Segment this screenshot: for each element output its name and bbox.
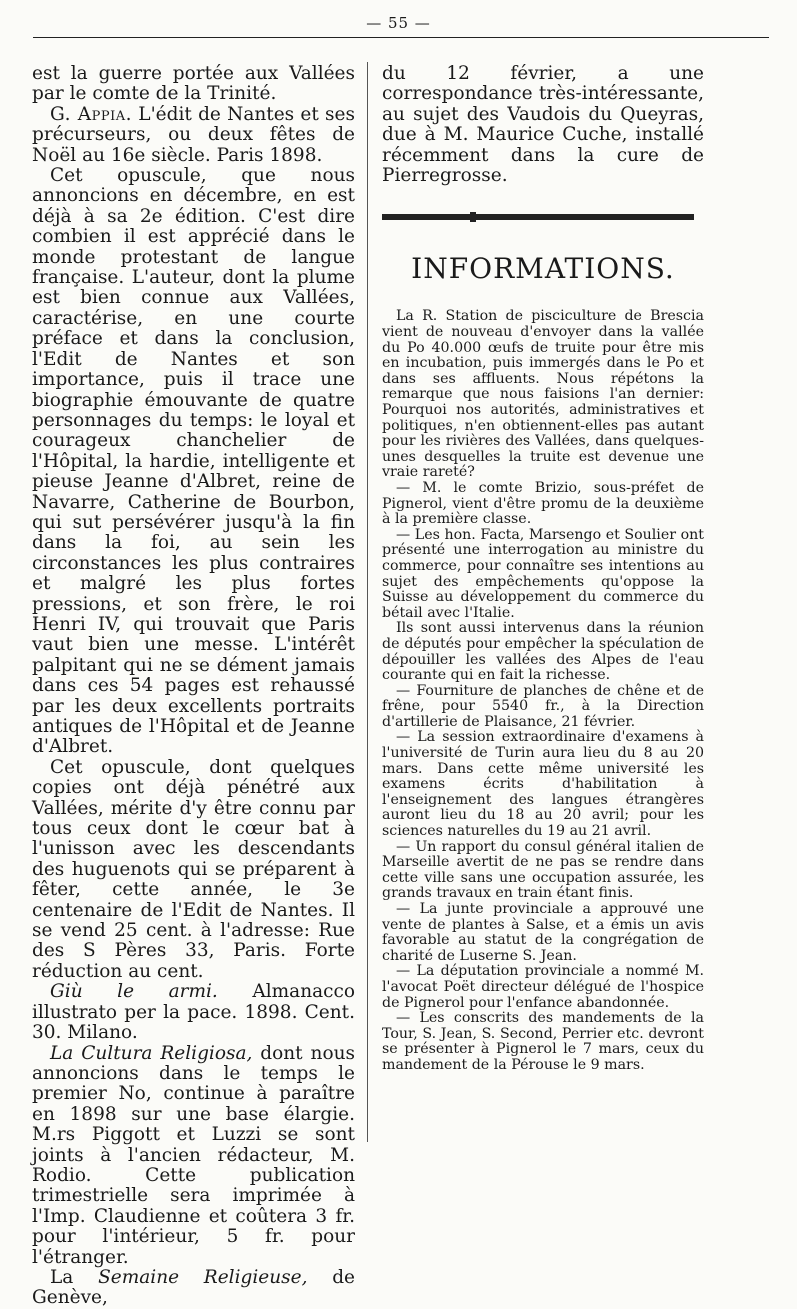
- author-name: G. Appia.: [50, 103, 133, 125]
- continuation-paragraph: du 12 février, a une correspondance très-intéressante, au sujet des Vaudois du Queyras, due à M. Maurice Cuche, installé récemment dans la cure de Pierregrosse.: [382, 63, 704, 187]
- publication-title: Giù le armi.: [50, 981, 218, 1003]
- continuation-paragraph: est la guerre portée aux Vallées par le comte de la Trinité.: [32, 63, 355, 105]
- ornament-bar: [382, 214, 694, 220]
- book-entry-text: dont nous annoncions dans le temps le premier No, continue à paraître en 1898 sur une base élargie. M.rs Piggott et Luzzi se sont joints à l'ancien rédacteur, M. Rodio. Cette publication trimestrielle sera imprimée à l'Imp. Claudienne et coûtera 3 fr. pour l'intérieur, 5 fr. pour l'étranger.: [32, 1042, 355, 1268]
- news-item: — La junte provinciale a approuvé une vente de plantes à Salse, et a émis un avis favorable au statut de la congrégation de charité de Luserne S. Jean.: [382, 901, 704, 964]
- page-number: — 55 —: [366, 14, 431, 32]
- column-divider: [367, 62, 368, 1142]
- review-paragraph: Cet opuscule, que nous annoncions en décembre, en est déjà à sa 2e édition. C'est dire combien il est apprécié dans le monde protestant de langue française. L'auteur, dont la plume est bien connue aux Vallées, caractérise, en une courte préface et dans la conclusion, l'Edit de Nantes et son importance, puis il trace une biographie émouvante de quatre personnages du temps: le loyal et courageux chanchelier de l'Hôpital, la hardie, intelligente et pieuse Jeanne d'Albret, reine de Navarre, Catherine de Bourbon, qui sut persévérer jusqu'à la fin dans la foi, au sein les circonstances les plus contraires et malgré les plus fortes pressions, et son frère, le roi Henri IV, qui trouvait que Paris vaut bien une messe. L'intérêt palpitant qui ne se dément jamais dans ces 54 pages est rehaussé par les deux excellents portraits antiques de l'Hôpital et de Jeanne d'Albret.: [32, 165, 355, 758]
- book-entry-text: de Genève,: [32, 1266, 356, 1309]
- left-column: [32, 64, 355, 1309]
- news-item: Ils sont aussi intervenus dans la réunion de députés pour empêcher la spéculation de dépouiller les vallées des Alpes de l'eau courante qui en fait la richesse.: [382, 620, 704, 684]
- book-entry-text: Almanacco illustrato per la pace. 1898. Cent. 30. Milano.: [32, 981, 355, 1044]
- book-entry-text: L'édit de Nantes et ses précurseurs, ou deux fêtes de Noël au 16e siècle. Paris 1898.: [32, 103, 355, 166]
- book-entry-appia: [32, 105, 355, 166]
- section-ornament-rule: [382, 214, 694, 222]
- right-column: [382, 64, 704, 1074]
- book-entry-cultura: [32, 1044, 355, 1268]
- news-item: — Les hon. Facta, Marsengo et Soulier ont présenté une interrogation au ministre du commerce, pour connaître ses intentions au sujet des empêchements qu'oppose la Suisse au développement du commerce du bétail avec l'Italie.: [382, 526, 704, 621]
- news-item: — Un rapport du consul général italien de Marseille avertit de ne pas se rendre dans cette ville sans une occupation assurée, les grands travaux en train étant finis.: [382, 838, 704, 902]
- lead-text: La: [50, 1266, 99, 1288]
- book-entry-semaine: [32, 1268, 355, 1309]
- ornament-mark: [470, 212, 476, 222]
- news-item: — Fourniture de planches de chêne et de frêne, pour 5540 fr., à la Direction d'artillerie de Plaisance, 21 février.: [382, 682, 704, 730]
- news-item: La R. Station de pisciculture de Brescia vient de nouveau d'envoyer dans la vallée du Po 40.000 œufs de truite pour être mis en incubation, puis immergés dans le Po et dans ses affluents. Nous répétons la remarque que nous faisions l'an dernier: Pourquoi nos autorités, administratives et politiques, n'en obtiennent-elles pas autant pour les rivières des Vallées, dans quelques-unes desquelles la truite est devenue une vraie rareté?: [382, 308, 704, 481]
- news-items: [382, 309, 704, 1073]
- header-rule: [33, 37, 769, 38]
- publication-title: La Cultura Religiosa,: [50, 1042, 253, 1064]
- news-item: — M. le comte Brizio, sous-préfet de Pignerol, vient d'être promu de la deuxième à la première classe.: [382, 479, 704, 528]
- news-item: — La session extraordinaire d'examens à l'université de Turin aura lieu du 8 au 20 mars. Dans cette même université les examens écrits d'habilitation à l'enseignement des langues étrangères auront lieu du 18 au 20 avril; pour les sciences naturelles du 19 au 21 avril.: [382, 729, 704, 840]
- news-item: — La députation provinciale a nommé M. l'avocat Poët directeur délégué de l'hospice de Pignerol pour l'enfance abandonnée.: [382, 963, 704, 1011]
- review-paragraph-2: Cet opuscule, dont quelques copies ont déjà pénétré aux Vallées, mérite d'y être connu par tous ceux dont le cœur bat à l'unisson avec les descendants des huguenots qui se préparent à fêter, cette année, le 3e centenaire de l'Edit de Nantes. Il se vend 25 cent. à l'adresse: Rue des S Pères 33, Paris. Forte réduction au cent.: [32, 756, 355, 982]
- publication-title: Semaine Religieuse,: [98, 1266, 308, 1288]
- news-item: — Les conscrits des mandements de la Tour, S. Jean, S. Second, Perrier etc. devront se présenter à Pignerol le 7 mars, ceux du mandement de la Pérouse le 9 mars.: [382, 1010, 704, 1073]
- book-entry-almanacco: [32, 982, 355, 1043]
- section-heading: INFORMATIONS.: [411, 252, 675, 286]
